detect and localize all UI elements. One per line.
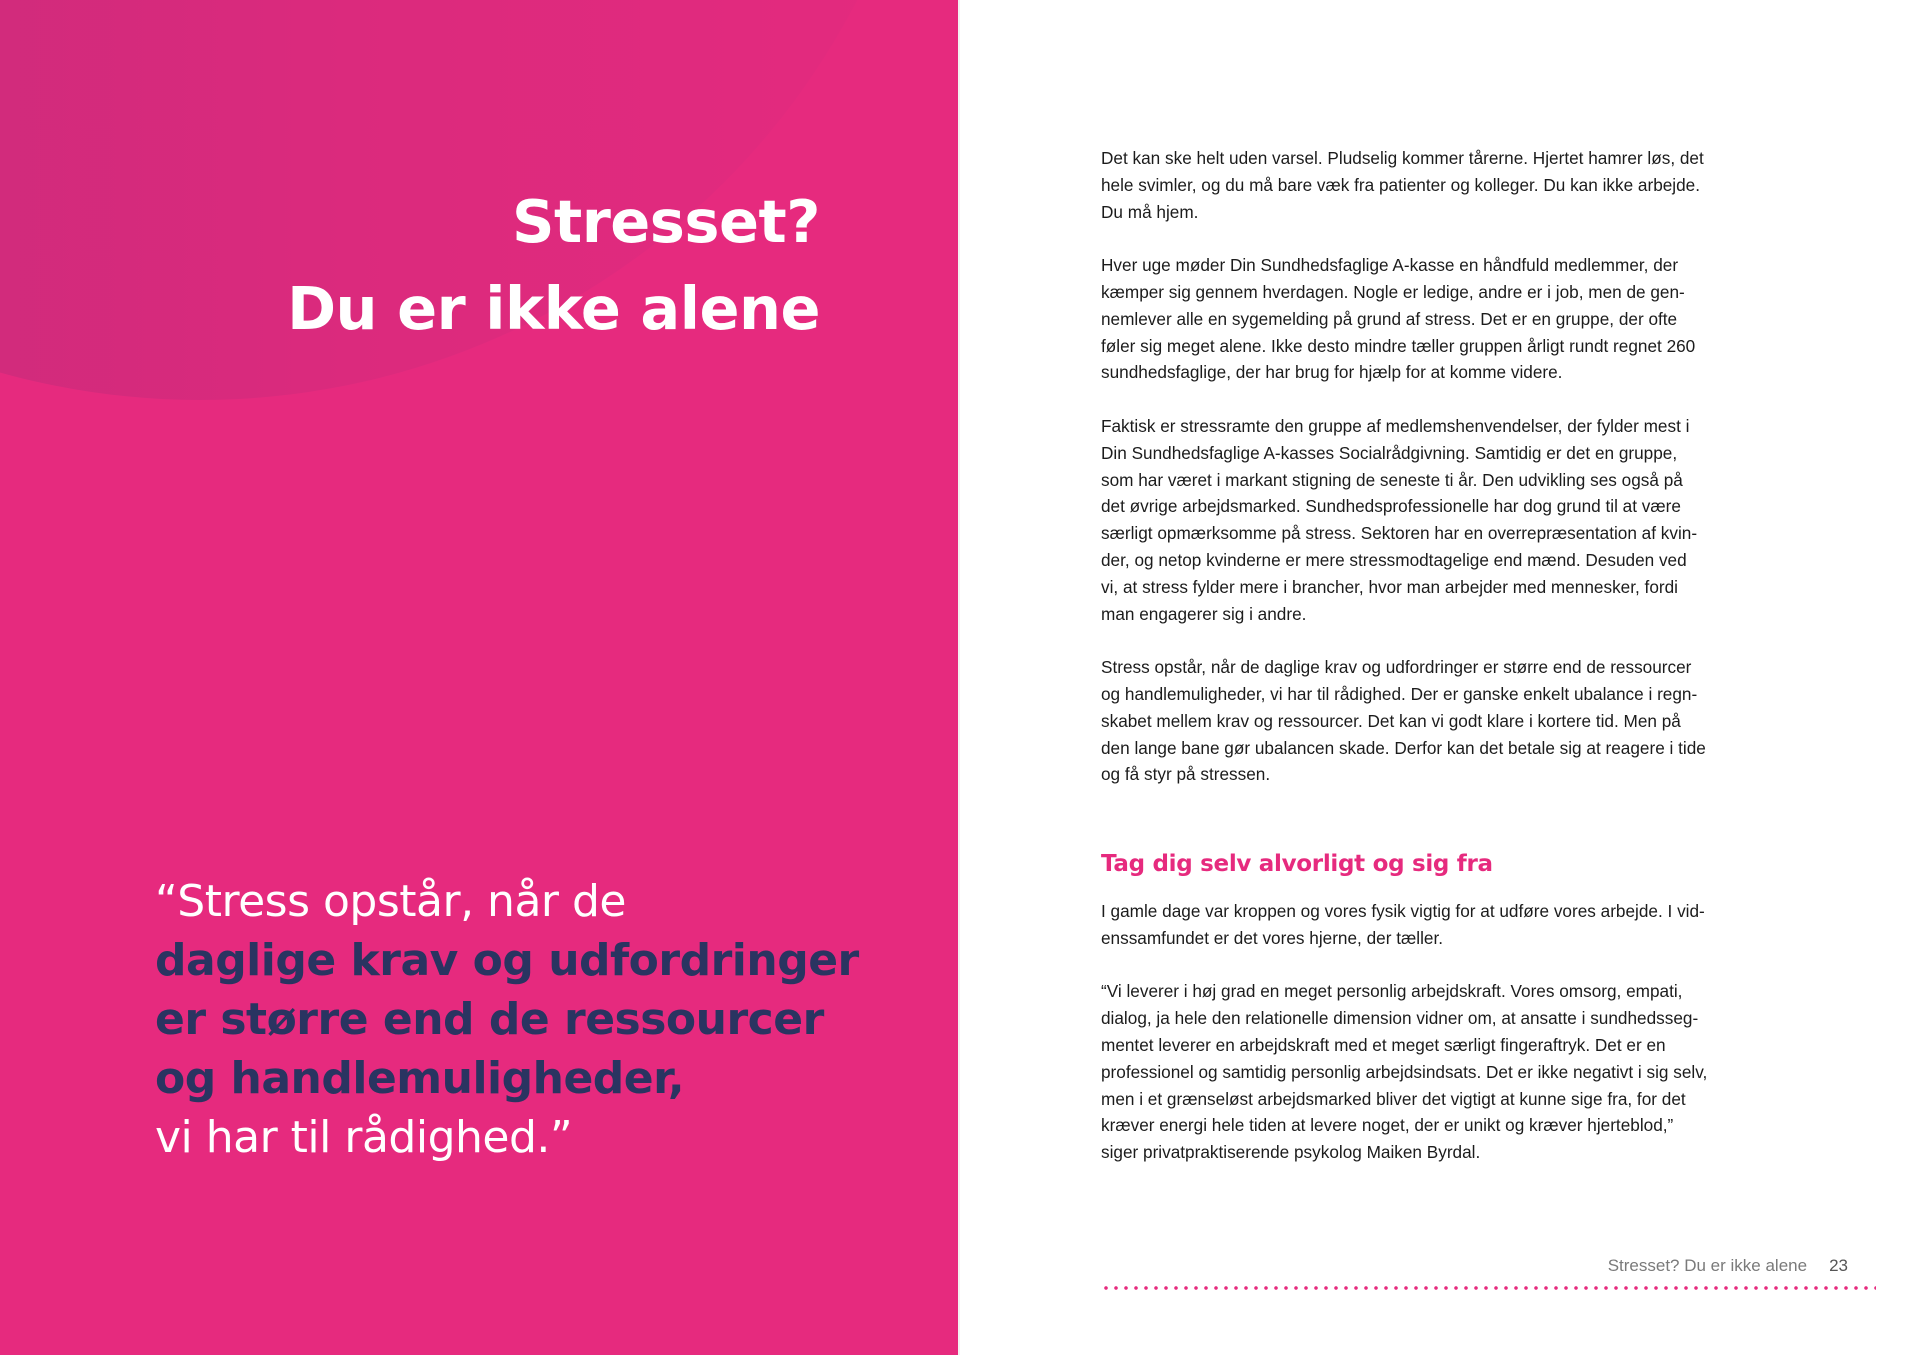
text-line: sundhedsfaglige, der har brug for hjælp for at komme videre. — [1101, 362, 1563, 383]
quote-line-3: er større end de ressourcer — [155, 994, 824, 1045]
text-line: siger privatpraktiserende psykolog Maiken Byrdal. — [1101, 1142, 1481, 1163]
paragraph — [1101, 145, 1723, 225]
text-line: særligt opmærksomme på stress. Sektoren har en overrepræsentation af kvin- — [1101, 523, 1698, 544]
text-line: den lange bane gør ubalancen skade. Derfor kan det betale sig at reagere i tide — [1101, 737, 1706, 758]
text-line: “Vi leverer i høj grad en meget personlig arbejdskraft. Vores omsorg, empati, — [1101, 981, 1683, 1002]
page-title — [120, 178, 820, 352]
text-line: hele svimler, og du må bare væk fra patienter og kolleger. Du kan ikke arbejde. — [1101, 174, 1701, 195]
section-heading: Tag dig selv alvorligt og sig fra — [1101, 851, 1493, 877]
text-line: føler sig meget alene. Ikke desto mindre tæller gruppen årligt rundt regnet 260 — [1101, 335, 1696, 356]
quote-line-5: vi har til rådighed.” — [155, 1112, 573, 1163]
page-number: 23 — [1829, 1256, 1848, 1275]
text-line: mentet leverer en arbejdskraft med et meget særligt fingeraftryk. Det er en — [1101, 1034, 1666, 1055]
title-line-2: Du er ikke alene — [287, 273, 820, 343]
text-line: som har været i markant stigning de seneste ti år. Den udvikling ses også på — [1101, 469, 1683, 490]
text-line: I gamle dage var kroppen og vores fysik vigtig for at udføre vores arbejde. I vid- — [1101, 901, 1705, 921]
quote-line-4: og handlemuligheder, — [155, 1053, 685, 1104]
text-line: dialog, ja hele den relationelle dimension vidner om, at ansatte i sundhedsseg- — [1101, 1008, 1699, 1029]
title-line-1: Stresset? — [512, 186, 820, 256]
paragraph — [1101, 898, 1723, 952]
page-footer — [1608, 1256, 1848, 1276]
text-line: Din Sundhedsfaglige A-kasses Socialrådgivning. Samtidig er det en gruppe, — [1101, 442, 1678, 463]
text-line: Hver uge møder Din Sundhedsfaglige A-kasse en håndfuld medlemmer, der — [1101, 255, 1679, 276]
body-text — [1101, 145, 1723, 815]
text-line: Det kan ske helt uden varsel. Pludselig kommer tårerne. Hjertet hamrer løs, det — [1101, 148, 1704, 168]
paragraph — [1101, 252, 1723, 386]
running-title: Stresset? Du er ikke alene — [1607, 1256, 1808, 1275]
text-line: enssamfundet er det vores hjerne, der tæller. — [1101, 927, 1444, 948]
paragraph — [1101, 413, 1723, 627]
text-line: nemlever alle en sygemelding på grund af stress. Det er en gruppe, der ofte — [1101, 308, 1678, 329]
paragraph — [1101, 654, 1723, 788]
text-line: det øvrige arbejdsmarked. Sundhedsprofessionelle har dog grund til at være — [1101, 496, 1681, 517]
text-line: Faktisk er stressramte den gruppe af medlemshenvendelser, der fylder mest i — [1101, 415, 1690, 436]
quote-line-2: daglige krav og udfordringer — [155, 935, 859, 986]
dotted-rule — [1101, 1286, 1876, 1290]
text-line: men i et grænseløst arbejdsmarked bliver det vigtigt at kunne sige fra, for det — [1101, 1088, 1686, 1109]
text-line: professionel og samtidig personlig arbejdsindsats. Det er ikke negativt i sig selv, — [1101, 1061, 1708, 1082]
text-line: kæmper sig gennem hverdagen. Nogle er ledige, andre er i job, men de gen- — [1101, 281, 1685, 302]
text-line: Du må hjem. — [1101, 201, 1199, 222]
text-line: og få styr på stressen. — [1101, 764, 1271, 785]
text-line: og handlemuligheder, vi har til rådighed. Der er ganske enkelt ubalance i regn- — [1101, 683, 1698, 704]
pull-quote — [155, 872, 875, 1167]
paragraph — [1101, 978, 1723, 1166]
text-line: Stress opstår, når de daglige krav og udfordringer er større end de ressourcer — [1101, 657, 1692, 678]
text-line: skabet mellem krav og ressourcer. Det kan vi godt klare i kortere tid. Men på — [1101, 710, 1681, 731]
text-line: der, og netop kvinderne er mere stressmodtagelige end mænd. Desuden ved — [1101, 549, 1687, 570]
right-page — [960, 0, 1920, 1355]
text-line: man engagerer sig i andre. — [1101, 603, 1307, 624]
body-text-section-2 — [1101, 898, 1723, 1193]
text-line: vi, at stress fylder mere i brancher, hvor man arbejder med mennesker, fordi — [1101, 576, 1678, 597]
quote-line-1: “Stress opstår, når de — [155, 876, 626, 927]
text-line: kræver energi hele tiden at levere noget, der er unikt og kræver hjerteblod,” — [1101, 1115, 1674, 1136]
